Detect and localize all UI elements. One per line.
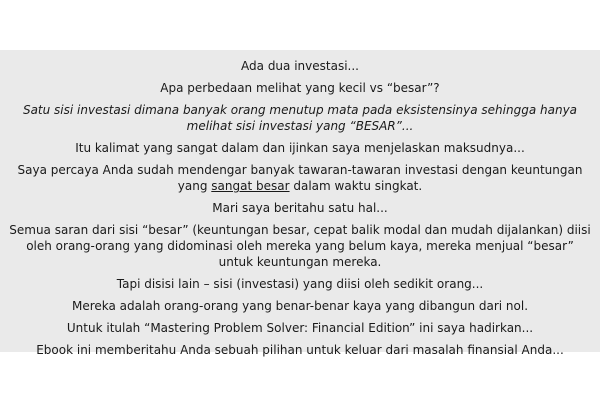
paragraph-ebook-purpose: Ebook ini memberitahu Anda sebuah pilihan untuk keluar dari masalah finansial Anda... bbox=[36, 343, 564, 357]
paragraph-intro: Ada dua investasi... bbox=[241, 59, 359, 73]
paragraph-explain: Itu kalimat yang sangat dalam dan ijinkan saya menjelaskan maksudnya... bbox=[75, 141, 525, 155]
underlined-phrase: sangat besar bbox=[211, 179, 290, 193]
paragraph-advice: Semua saran dari sisi “besar” (keuntungan besar, cepat balik modal dan mudah dijalankan) diisi oleh orang-orang yang didominasi oleh mereka yang belum kaya, mereka menjual “besar” untuk keuntungan mereka. bbox=[9, 223, 591, 269]
paragraph-offers-start: Saya percaya Anda sudah mendengar banyak tawaran-tawaran investasi dengan keuntungan yang bbox=[17, 163, 583, 193]
paragraph-offers bbox=[0, 162, 600, 194]
paragraph-question: Apa perbedaan melihat yang kecil vs “besar”? bbox=[160, 81, 440, 95]
paragraph-other-side: Tapi disisi lain – sisi (investasi) yang diisi oleh sedikit orang... bbox=[116, 277, 484, 291]
paragraph-rich: Mereka adalah orang-orang yang benar-benar kaya yang dibangun dari nol. bbox=[71, 299, 529, 313]
paragraph-ebook-title: Untuk itulah “Mastering Problem Solver: Financial Edition” ini saya hadirkan... bbox=[66, 321, 534, 335]
paragraph-offers-end: dalam waktu singkat. bbox=[289, 179, 423, 193]
paragraph-italic-quote: Satu sisi investasi dimana banyak orang menutup mata pada eksistensinya sehingga hanya melihat sisi investasi yang “BESAR”... bbox=[22, 103, 578, 133]
text-content bbox=[0, 58, 600, 364]
paragraph-tell: Mari saya beritahu satu hal... bbox=[212, 201, 388, 215]
